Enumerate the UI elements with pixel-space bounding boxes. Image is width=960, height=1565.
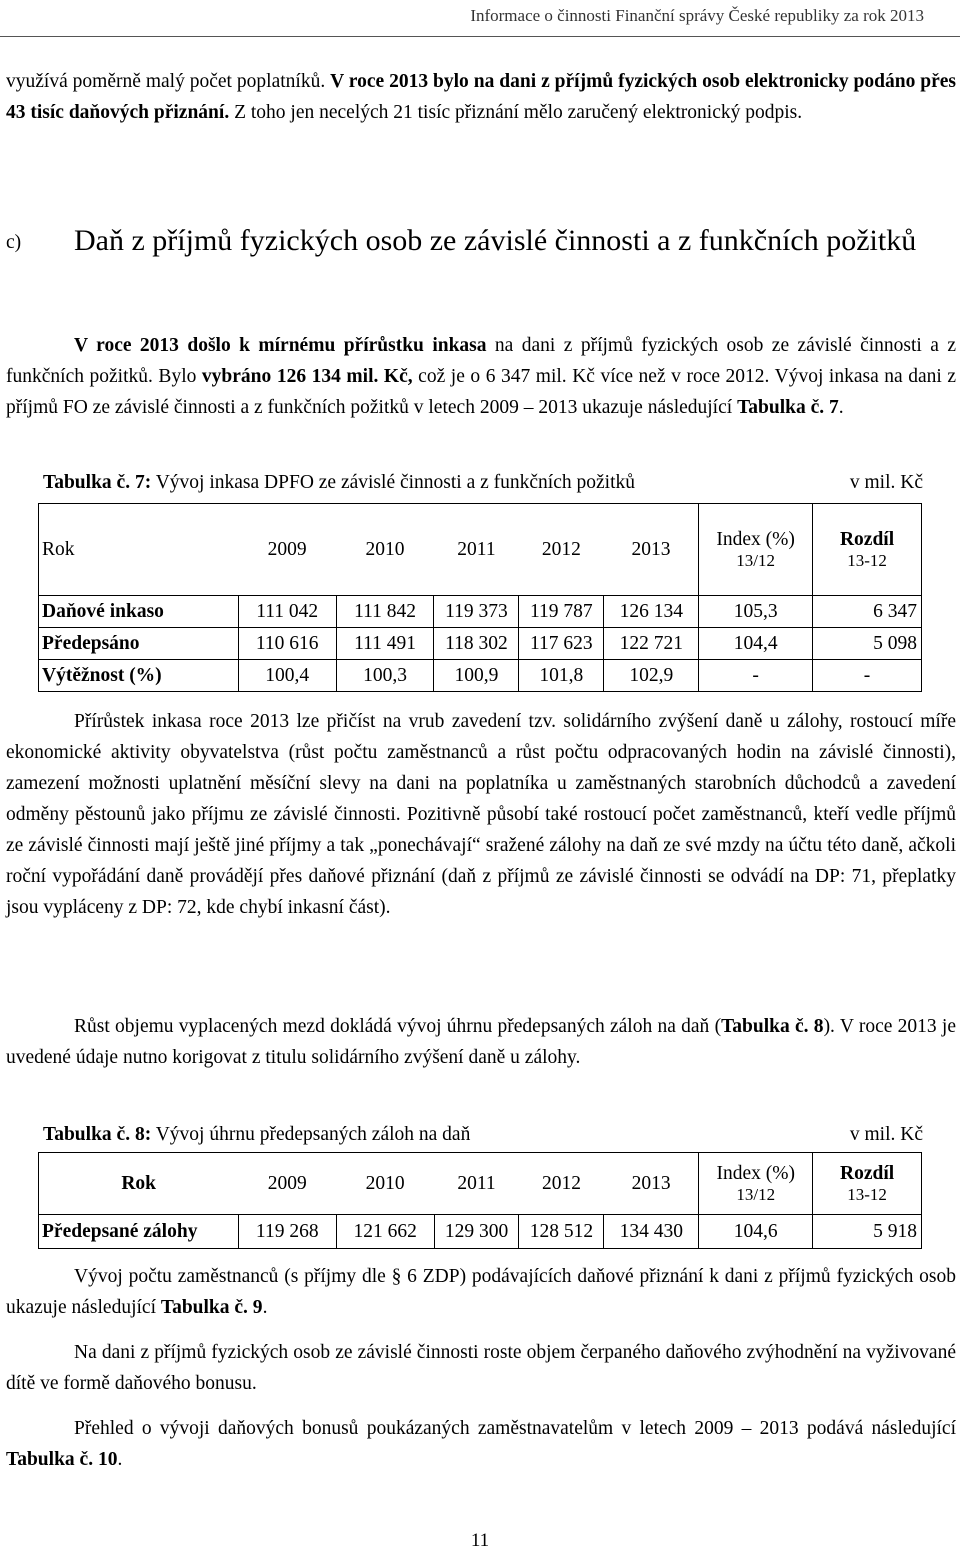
table8-head-rozdil bbox=[813, 1153, 922, 1215]
row-label: Daňové inkaso bbox=[39, 596, 239, 628]
p5-text: Na dani z příjmů fyzických osob ze závislé činnosti roste objem čerpaného daňového zvýhodnění na vyživované dítě ve formě daňového bonusu. bbox=[6, 1342, 956, 1394]
p3-text-1: Růst objemu vyplacených mezd dokládá vývoj úhrnu předepsaných záloh na daň ( bbox=[74, 1016, 722, 1037]
table7-head-rozdil-sub: 13-12 bbox=[847, 550, 887, 570]
table-8 bbox=[38, 1152, 922, 1249]
cell: 117 623 bbox=[519, 628, 604, 660]
p1-bold-3: Tabulka č. 7 bbox=[737, 397, 839, 418]
table-7 bbox=[38, 503, 922, 692]
paragraph-1 bbox=[6, 330, 956, 423]
cell: 122 721 bbox=[604, 628, 699, 660]
table8-head-index-sub: 13/12 bbox=[736, 1184, 776, 1204]
paragraph-6 bbox=[6, 1413, 956, 1475]
cell: 100,9 bbox=[434, 660, 519, 692]
cell-index: 104,6 bbox=[699, 1215, 813, 1249]
p6-text-2: . bbox=[117, 1449, 123, 1470]
table-row bbox=[39, 596, 922, 628]
table8-head-2012: 2012 bbox=[519, 1153, 604, 1215]
table7-head-2010: 2010 bbox=[336, 504, 434, 596]
p3-text-2: ). V roce 2013 je uvedené údaje nutno korigovat z titulu solidárního zvýšení daně u zálohy. bbox=[6, 1016, 956, 1068]
table8-caption bbox=[43, 1124, 923, 1146]
intro-text-1: využívá poměrně malý počet poplatníků. bbox=[6, 71, 331, 92]
intro-bold: V roce 2013 bylo na dani z příjmů fyzických osob elektronicky podáno přes 43 tisíc daňových přiznání. bbox=[6, 71, 957, 123]
table8-head-rok: Rok bbox=[39, 1153, 239, 1215]
p4-text-2: . bbox=[262, 1297, 268, 1318]
table8-head-index-label: Index (%) bbox=[716, 1162, 795, 1184]
row-label: Výtěžnost (%) bbox=[39, 660, 239, 692]
cell: 111 491 bbox=[336, 628, 434, 660]
cell-index: - bbox=[699, 660, 813, 692]
table8-unit: v mil. Kč bbox=[849, 1124, 923, 1145]
intro-text-2: Z toho jen necelých 21 tisíc přiznání mělo zaručený elektronický podpis. bbox=[229, 102, 803, 123]
p6-text-1: Přehled o vývoji daňových bonusů poukázaných zaměstnavatelům v letech 2009 – 2013 podává následující bbox=[74, 1418, 956, 1439]
paragraph-2 bbox=[6, 706, 956, 923]
page-number: 11 bbox=[470, 1530, 490, 1551]
table7-head-2009: 2009 bbox=[238, 504, 336, 596]
cell: 134 430 bbox=[604, 1215, 699, 1249]
cell: 129 300 bbox=[434, 1215, 519, 1249]
p3-bold: Tabulka č. 8 bbox=[721, 1016, 824, 1037]
intro-paragraph bbox=[6, 66, 956, 128]
table8-head-rozdil-sub: 13-12 bbox=[847, 1184, 887, 1204]
table7-head-2013: 2013 bbox=[604, 504, 699, 596]
row-label: Předepsané zálohy bbox=[39, 1215, 239, 1249]
cell: 100,4 bbox=[238, 660, 336, 692]
table7-head-index-label: Index (%) bbox=[716, 528, 795, 550]
cell: 111 042 bbox=[238, 596, 336, 628]
section-letter: c) bbox=[6, 232, 22, 254]
section-heading bbox=[6, 222, 956, 262]
table7-header-row bbox=[39, 504, 922, 596]
table8-head-2010: 2010 bbox=[336, 1153, 434, 1215]
cell-rozdil: - bbox=[813, 660, 922, 692]
cell: 100,3 bbox=[336, 660, 434, 692]
table8-header-row bbox=[39, 1153, 922, 1215]
p4-bold: Tabulka č. 9 bbox=[160, 1297, 263, 1318]
table7-head-index bbox=[699, 504, 813, 596]
cell: 119 268 bbox=[238, 1215, 336, 1249]
cell: 121 662 bbox=[336, 1215, 434, 1249]
table7-caption bbox=[43, 472, 923, 494]
cell: 119 787 bbox=[519, 596, 604, 628]
p4-text-1: Vývoj počtu zaměstnanců (s příjmy dle § 6 ZDP) podávajících daňové přiznání k dani z příjmů fyzických osob ukazuje následující bbox=[6, 1266, 956, 1318]
table8-head-rozdil-label: Rozdíl bbox=[839, 1162, 895, 1184]
cell: 119 373 bbox=[434, 596, 519, 628]
table-row bbox=[39, 628, 922, 660]
row-label: Předepsáno bbox=[39, 628, 239, 660]
table8-head-index bbox=[699, 1153, 813, 1215]
cell-rozdil: 5 918 bbox=[813, 1215, 922, 1249]
p1-bold-1: V roce 2013 došlo k mírnému přírůstku inkasa bbox=[74, 335, 487, 356]
table7-head-2012: 2012 bbox=[519, 504, 604, 596]
header-divider bbox=[0, 36, 960, 37]
cell-index: 104,4 bbox=[699, 628, 813, 660]
table7-head-rozdil bbox=[813, 504, 922, 596]
table8-head-2013: 2013 bbox=[604, 1153, 699, 1215]
table8-head-2011: 2011 bbox=[434, 1153, 519, 1215]
cell: 110 616 bbox=[238, 628, 336, 660]
cell-rozdil: 5 098 bbox=[813, 628, 922, 660]
cell: 111 842 bbox=[336, 596, 434, 628]
table-row bbox=[39, 660, 922, 692]
paragraph-5 bbox=[6, 1337, 956, 1399]
table7-head-rozdil-label: Rozdíl bbox=[839, 528, 895, 550]
table7-head-index-sub: 13/12 bbox=[736, 550, 776, 570]
table7-head-rok: Rok bbox=[39, 504, 239, 596]
table8-caption-bold: Tabulka č. 8: bbox=[43, 1124, 152, 1145]
p1-text-2: což je o 6 347 mil. Kč více než v roce 2012. Vývoj inkasa na dani z příjmů FO ze závislé činnosti a z funkčních požitků v letech 2009 – 2013 ukazuje následující bbox=[6, 366, 957, 418]
cell: 102,9 bbox=[604, 660, 699, 692]
p1-text-1: na dani z příjmů fyzických osob ze závislé činnosti a z funkčních požitků. Bylo bbox=[6, 335, 956, 387]
p1-bold-2: vybráno 126 134 mil. Kč, bbox=[201, 366, 413, 387]
table7-unit: v mil. Kč bbox=[849, 472, 923, 493]
p1-text-3: . bbox=[838, 397, 844, 418]
table7-head-2011: 2011 bbox=[434, 504, 519, 596]
cell: 118 302 bbox=[434, 628, 519, 660]
section-title: Daň z příjmů fyzických osob ze závislé činnosti a z funkčních požitků bbox=[74, 224, 917, 257]
cell: 101,8 bbox=[519, 660, 604, 692]
running-header: Informace o činnosti Finanční správy České republiky za rok 2013 bbox=[470, 6, 924, 25]
p2-text: Přírůstek inkasa roce 2013 lze přičíst na vrub zavedení tzv. solidárního zvýšení daně u zálohy, rostoucí míře ekonomické aktivity obyvatelstva (růst počtu zaměstnanců a růst počtu odpracovaných hodin na závislé činnosti), zamezení možnosti uplatnění měsíční slevy na dani na poplatníka u zaměstnaných starobních důchodců a zavedení odměny pěstounů jako příjmu ze závislé činnosti. Pozitivně působí také rostoucí počet zaměstnanců, kteří vedle příjmů ze závislé činnosti mají ještě jiné příjmy a tak „ponechávají“ sražené zálohy na daň ze své mzdy na účtu této daně, ačkoli roční vypořádání daně provádějí přes daňové přiznání (daň z příjmů ze závislé činnosti se odvádí na DP: 71, přeplatky jsou vypláceny z DP: 72, kde chybí inkasní část). bbox=[6, 711, 956, 918]
table7-caption-text: Vývoj inkasa DPFO ze závislé činnosti a z funkčních požitků bbox=[151, 472, 635, 493]
table7-caption-bold: Tabulka č. 7: bbox=[43, 472, 152, 493]
cell-rozdil: 6 347 bbox=[813, 596, 922, 628]
cell: 126 134 bbox=[604, 596, 699, 628]
table-row bbox=[39, 1215, 922, 1249]
paragraph-3 bbox=[6, 1011, 956, 1073]
table8-head-2009: 2009 bbox=[238, 1153, 336, 1215]
cell: 128 512 bbox=[519, 1215, 604, 1249]
paragraph-4 bbox=[6, 1261, 956, 1323]
table8-caption-text: Vývoj úhrnu předepsaných záloh na daň bbox=[151, 1124, 471, 1145]
p6-bold: Tabulka č. 10 bbox=[6, 1449, 118, 1470]
cell-index: 105,3 bbox=[699, 596, 813, 628]
